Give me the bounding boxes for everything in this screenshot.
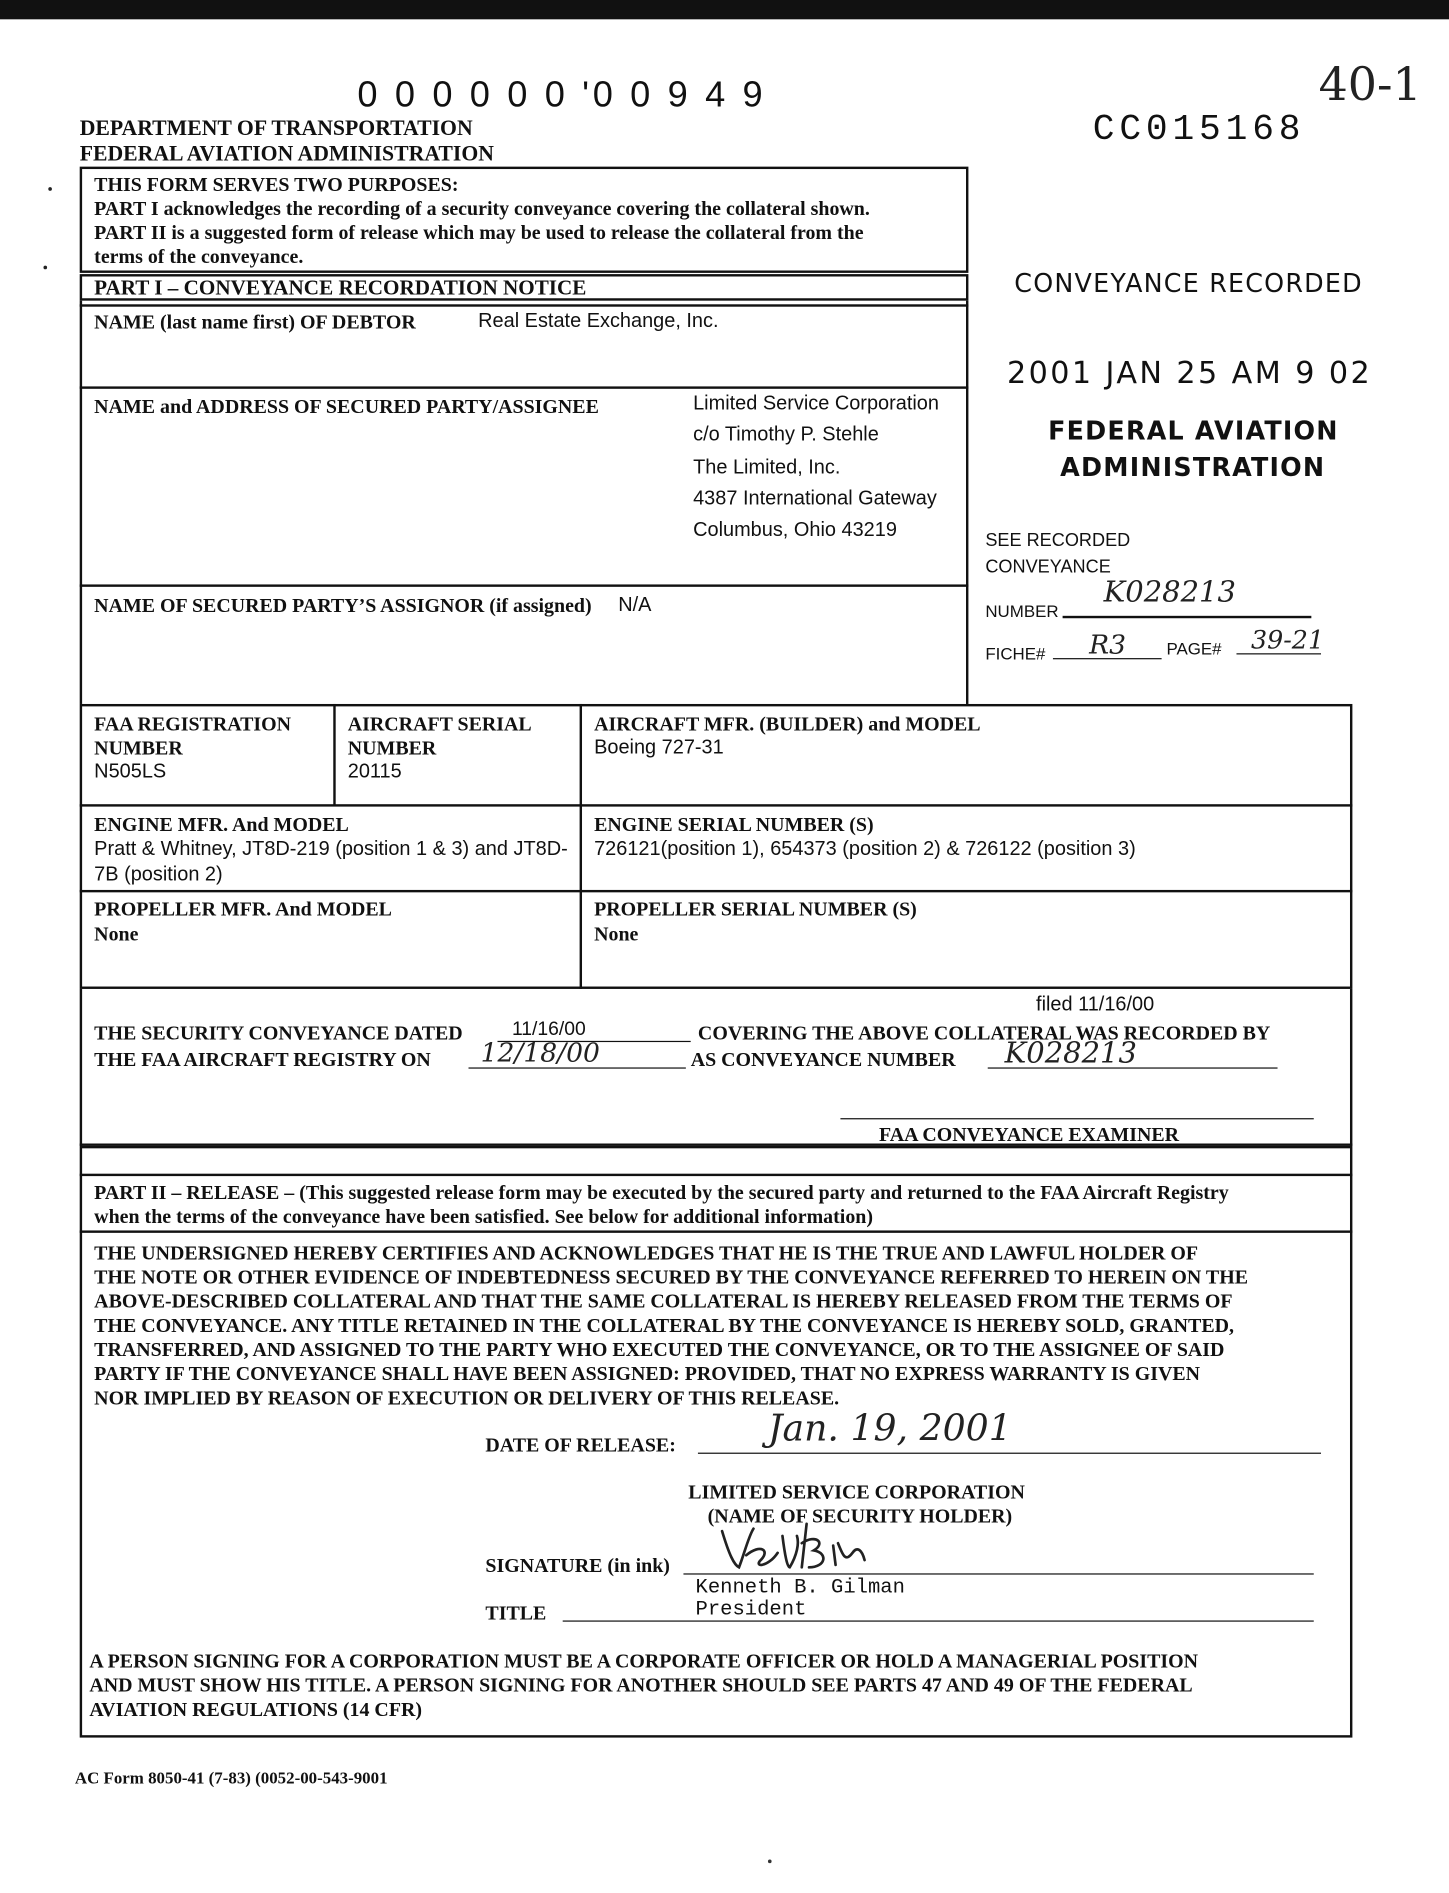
- divider: [80, 1174, 1353, 1176]
- divider: [80, 1230, 1353, 1232]
- aircraft-mfr-label: AIRCRAFT MFR. (BUILDER) and MODEL: [594, 712, 981, 736]
- corporate-notice-line: A PERSON SIGNING FOR A CORPORATION MUST BE A CORPORATE OFFICER OR HOLD A MANAGERIAL POSITION: [89, 1649, 1199, 1673]
- scan-speck: [43, 266, 47, 270]
- aircraft-serial-value: 20115: [347, 760, 402, 783]
- handwritten-signature: [712, 1519, 893, 1579]
- scan-edge: [0, 0, 1449, 19]
- stamp-number-label: NUMBER: [985, 601, 1059, 621]
- examiner-signature-line: [840, 1118, 1313, 1119]
- examiner-label: FAA CONVEYANCE EXAMINER: [879, 1122, 1180, 1146]
- department-line: DEPARTMENT OF TRANSPORTATION: [79, 115, 473, 141]
- aircraft-serial-label: AIRCRAFT SERIAL: [347, 712, 532, 736]
- part1-left-border: [80, 301, 82, 704]
- propeller-serial-value: None: [594, 922, 639, 946]
- engine-serial-value: 726121(position 1), 654373 (position 2) & 726122 (position 3): [594, 838, 1136, 860]
- security-holder-name: LIMITED SERVICE CORPORATION: [688, 1480, 1025, 1504]
- document-number: 0 0 0 0 0 0 '0 0 9 4 9: [357, 74, 767, 115]
- registration-label: FAA REGISTRATION: [94, 712, 292, 736]
- registry-on-label: THE FAA AIRCRAFT REGISTRY ON: [94, 1048, 431, 1072]
- registration-value: N505LS: [94, 760, 167, 783]
- aircraft-serial-label: NUMBER: [347, 736, 437, 760]
- stamp-number-line: [1063, 616, 1312, 618]
- engine-mfr-value: Pratt & Whitney, JT8D-219 (position 1 & 3) and JT8D-: [94, 838, 568, 860]
- agency-line: FEDERAL AVIATION ADMINISTRATION: [79, 141, 494, 166]
- stamp-fiche-label: FICHE#: [985, 643, 1046, 663]
- grid-line: [333, 704, 335, 805]
- assignor-value: N/A: [618, 594, 652, 616]
- corner-annotation: 40-1: [1318, 57, 1422, 112]
- stamp-page-value: 39-21: [1250, 625, 1325, 655]
- title-line: [563, 1620, 1314, 1621]
- secured-party-line: Columbus, Ohio 43219: [693, 519, 897, 541]
- scan-speck: [48, 187, 52, 191]
- purposes-line: terms of the conveyance.: [94, 245, 304, 269]
- scan-speck: [768, 1860, 772, 1864]
- filed-note: filed 11/16/00: [1036, 993, 1155, 1016]
- secured-party-line: Limited Service Corporation: [693, 392, 939, 415]
- secured-party-line: The Limited, Inc.: [693, 456, 841, 479]
- divider: [80, 304, 969, 306]
- stamp-agency: FEDERAL AVIATION: [1048, 416, 1339, 446]
- part2-title: PART II – RELEASE – (This suggested release form may be executed by the secured party and returned to the FAA Aircraft Registry: [94, 1180, 1229, 1204]
- secured-party-line: 4387 International Gateway: [693, 487, 937, 510]
- grid-line: [80, 890, 1353, 892]
- debtor-label: NAME (last name first) OF DEBTOR: [94, 310, 416, 334]
- certification-line: THE CONVEYANCE. ANY TITLE RETAINED IN THE COLLATERAL BY THE CONVEYANCE IS HEREBY SOLD, GRANTED,: [94, 1313, 1234, 1337]
- engine-mfr-value: 7B (position 2): [94, 863, 223, 886]
- part1-right-border: [966, 301, 968, 704]
- certification-line: THE UNDERSIGNED HEREBY CERTIFIES AND ACKNOWLEDGES THAT HE IS THE TRUE AND LAWFUL HOLDER OF: [94, 1241, 1199, 1265]
- title-label: TITLE: [485, 1601, 547, 1625]
- stamp-fiche-value: R3: [1089, 630, 1127, 661]
- date-of-release-label: DATE OF RELEASE:: [485, 1433, 676, 1457]
- corporate-notice-line: AND MUST SHOW HIS TITLE. A PERSON SIGNING FOR ANOTHER SHOULD SEE PARTS 47 AND 49 OF THE FEDERAL: [89, 1673, 1193, 1697]
- stamp-date: 2001 JAN 25 AM 9 02: [1007, 355, 1373, 391]
- certification-line: THE NOTE OR OTHER EVIDENCE OF INDEBTEDNESS SECURED BY THE CONVEYANCE REFERRED TO HEREIN ON THE: [94, 1265, 1249, 1289]
- aircraft-mfr-value: Boeing 727-31: [594, 736, 724, 759]
- propeller-mfr-value: None: [94, 922, 139, 946]
- stamp-page-label: PAGE#: [1166, 638, 1222, 659]
- conveyance-number-value: K028213: [1004, 1036, 1137, 1070]
- secured-party-label: NAME and ADDRESS OF SECURED PARTY/ASSIGNEE: [94, 394, 599, 418]
- recorded-by-label: COVERING THE ABOVE COLLATERAL WAS RECORDED BY: [697, 1021, 1271, 1045]
- date-of-release-value: Jan. 19, 2001: [767, 1407, 1012, 1451]
- debtor-value: Real Estate Exchange, Inc.: [478, 310, 719, 333]
- cc-number: CC015168: [1092, 109, 1306, 151]
- stamp-title: CONVEYANCE RECORDED: [1014, 269, 1363, 299]
- propeller-mfr-label: PROPELLER MFR. And MODEL: [94, 897, 392, 921]
- stamp-agency: ADMINISTRATION: [1060, 452, 1326, 482]
- secured-party-line: c/o Timothy P. Stehle: [693, 423, 879, 446]
- certification-line: PARTY IF THE CONVEYANCE SHALL HAVE BEEN ASSIGNED: PROVIDED, THAT NO EXPRESS WARRANTY IS GIVEN: [94, 1362, 1201, 1386]
- recorded-value: 12/18/00: [480, 1038, 600, 1069]
- form-number: AC Form 8050-41 (7-83) (0052-00-543-9001: [74, 1770, 388, 1789]
- certification-line: ABOVE-DESCRIBED COLLATERAL AND THAT THE SAME COLLATERAL IS HEREBY RELEASED FROM THE TERMS OF: [94, 1289, 1233, 1313]
- divider: [80, 584, 969, 586]
- grid-line: [80, 804, 1353, 806]
- signer-name: Kenneth B. Gilman: [695, 1576, 905, 1600]
- purposes-line: PART II is a suggested form of release which may be used to release the collateral from the: [94, 220, 864, 244]
- part1-title: PART I – CONVEYANCE RECORDATION NOTICE: [94, 275, 587, 300]
- date-of-release-line: [698, 1453, 1321, 1454]
- corporate-notice-line: AVIATION REGULATIONS (14 CFR): [89, 1697, 423, 1721]
- purposes-title: THIS FORM SERVES TWO PURPOSES:: [94, 172, 459, 196]
- conveyance-number-label: AS CONVEYANCE NUMBER: [690, 1048, 956, 1072]
- divider: [80, 386, 969, 388]
- certification-line: TRANSFERRED, AND ASSIGNED TO THE PARTY WHO EXECUTED THE CONVEYANCE, OR TO THE ASSIGNEE OF SAID: [94, 1337, 1225, 1361]
- engine-mfr-label: ENGINE MFR. And MODEL: [94, 812, 349, 836]
- purposes-line: PART I acknowledges the recording of a security conveyance covering the collateral shown.: [94, 196, 870, 220]
- registration-label: NUMBER: [94, 736, 183, 760]
- dated-value: 11/16/00: [511, 1019, 586, 1040]
- part2-title: when the terms of the conveyance have been satisfied. See below for additional information): [94, 1205, 874, 1229]
- stamp-number-value: K028213: [1103, 574, 1236, 609]
- propeller-serial-label: PROPELLER SERIAL NUMBER (S): [594, 897, 917, 921]
- certification-line: NOR IMPLIED BY REASON OF EXECUTION OR DELIVERY OF THIS RELEASE.: [94, 1386, 840, 1410]
- conveyance-dated-label: THE SECURITY CONVEYANCE DATED: [94, 1021, 463, 1045]
- security-holder-label: (NAME OF SECURITY HOLDER): [707, 1504, 1013, 1528]
- stamp-conveyance: CONVEYANCE: [985, 556, 1111, 578]
- engine-serial-label: ENGINE SERIAL NUMBER (S): [594, 812, 874, 836]
- signature-label: SIGNATURE (in ink): [485, 1554, 670, 1577]
- assignor-label: NAME OF SECURED PARTY’S ASSIGNOR (if assigned): [94, 594, 592, 618]
- title-value: President: [695, 1598, 807, 1622]
- stamp-see-recorded: SEE RECORDED: [985, 530, 1131, 551]
- grid-line: [580, 704, 582, 989]
